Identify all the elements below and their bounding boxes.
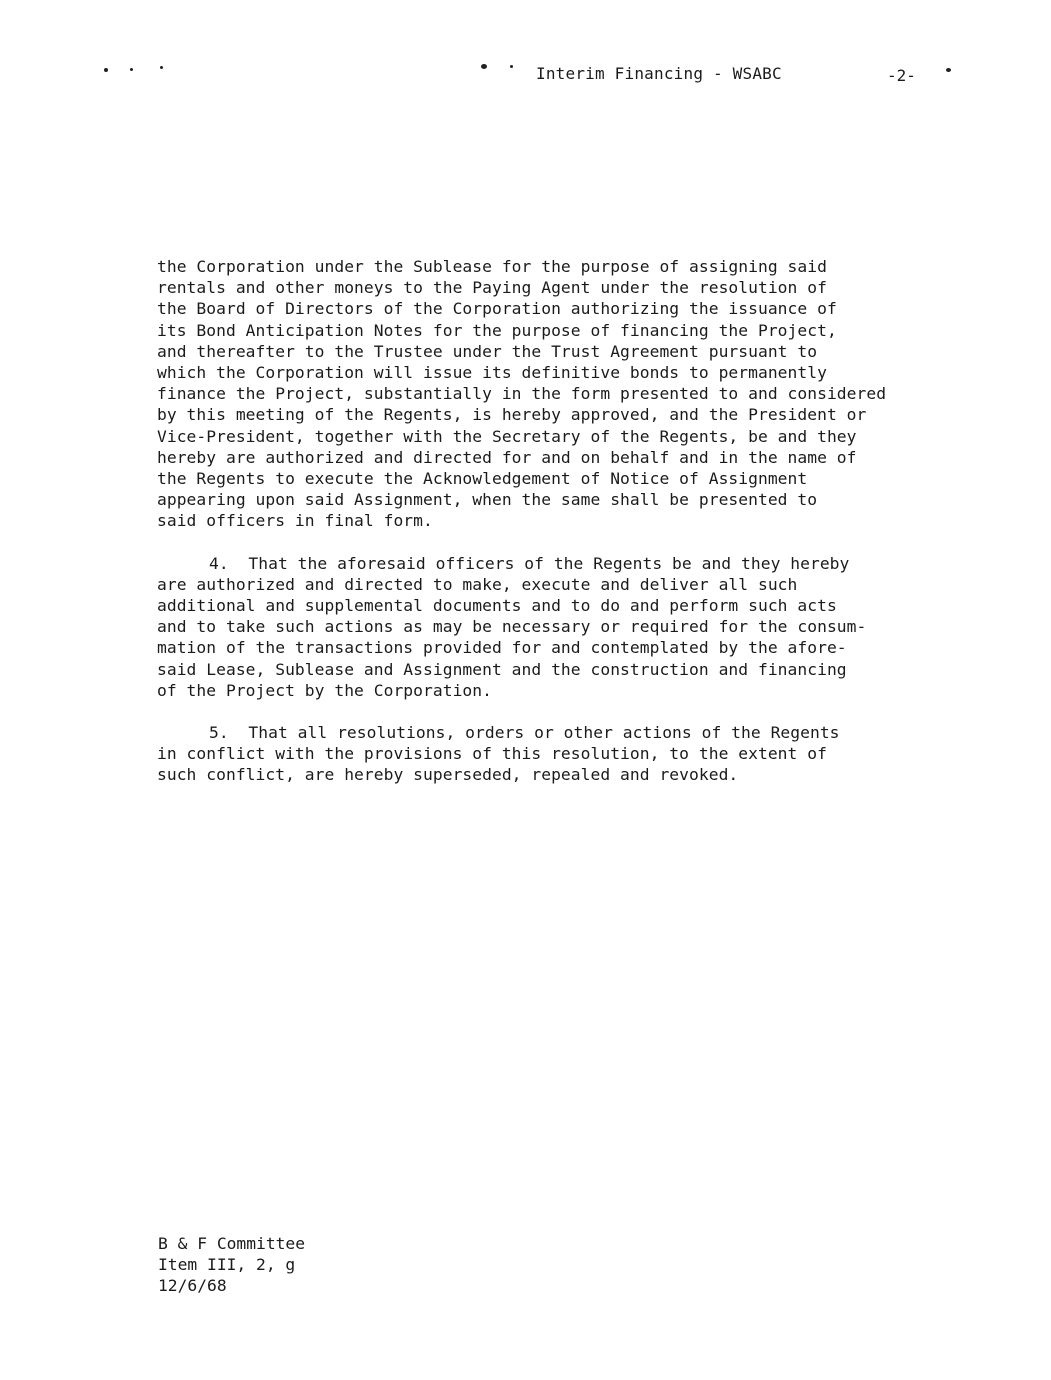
scan-speck: [104, 68, 108, 72]
paragraph-4: [157, 553, 957, 701]
text-line: appearing upon said Assignment, when the same shall be presented to: [157, 490, 818, 510]
page-number: -2-: [887, 66, 916, 85]
text-line: said officers in final form.: [157, 511, 433, 531]
text-line: finance the Project, substantially in the form presented to and considered: [157, 384, 887, 404]
text-line: by this meeting of the Regents, is hereby approved, and the President or: [157, 405, 867, 425]
text-line: hereby are authorized and directed for and on behalf and in the name of: [157, 447, 857, 467]
text-line: the Board of Directors of the Corporation authorizing the issuance of: [157, 299, 837, 319]
scan-speck: [510, 65, 513, 68]
text-line: its Bond Anticipation Notes for the purpose of financing the Project,: [157, 320, 837, 340]
footer-item: Item III, 2, g: [158, 1255, 296, 1275]
text-line: said Lease, Sublease and Assignment and the construction and financing: [157, 659, 847, 679]
text-line: 4. That the aforesaid officers of the Regents be and they hereby: [209, 553, 850, 573]
text-line: the Corporation under the Sublease for the purpose of assigning said: [157, 257, 827, 276]
text-line: additional and supplemental documents and to do and perform such acts: [157, 596, 837, 616]
scan-speck: [481, 64, 487, 69]
text-line: rentals and other moneys to the Paying Agent under the resolution of: [157, 278, 827, 298]
text-line: are authorized and directed to make, execute and deliver all such: [157, 574, 798, 594]
text-line: such conflict, are hereby superseded, repealed and revoked.: [157, 765, 739, 785]
scan-speck: [946, 68, 951, 72]
document-body: [157, 256, 957, 786]
text-line: of the Project by the Corporation.: [157, 680, 492, 700]
text-line: Vice-President, together with the Secretary of the Regents, be and they: [157, 426, 857, 446]
text-line: 5. That all resolutions, orders or other actions of the Regents: [209, 723, 840, 743]
paragraph-continuation: [157, 256, 957, 532]
text-line: mation of the transactions provided for and contemplated by the afore-: [157, 638, 847, 658]
scan-speck: [160, 66, 163, 69]
text-line: and to take such actions as may be necessary or required for the consum-: [157, 617, 867, 637]
text-line: in conflict with the provisions of this resolution, to the extent of: [157, 744, 827, 764]
text-line: and thereafter to the Trustee under the Trust Agreement pursuant to: [157, 341, 818, 361]
page-header-title: Interim Financing - WSABC: [536, 64, 782, 83]
footer-reference: [158, 1233, 305, 1297]
footer-committee: B & F Committee: [158, 1234, 306, 1253]
footer-date: 12/6/68: [158, 1276, 227, 1296]
paragraph-5: [157, 722, 957, 786]
scan-speck: [130, 68, 133, 71]
text-line: which the Corporation will issue its definitive bonds to permanently: [157, 363, 827, 383]
text-line: the Regents to execute the Acknowledgement of Notice of Assignment: [157, 469, 808, 489]
